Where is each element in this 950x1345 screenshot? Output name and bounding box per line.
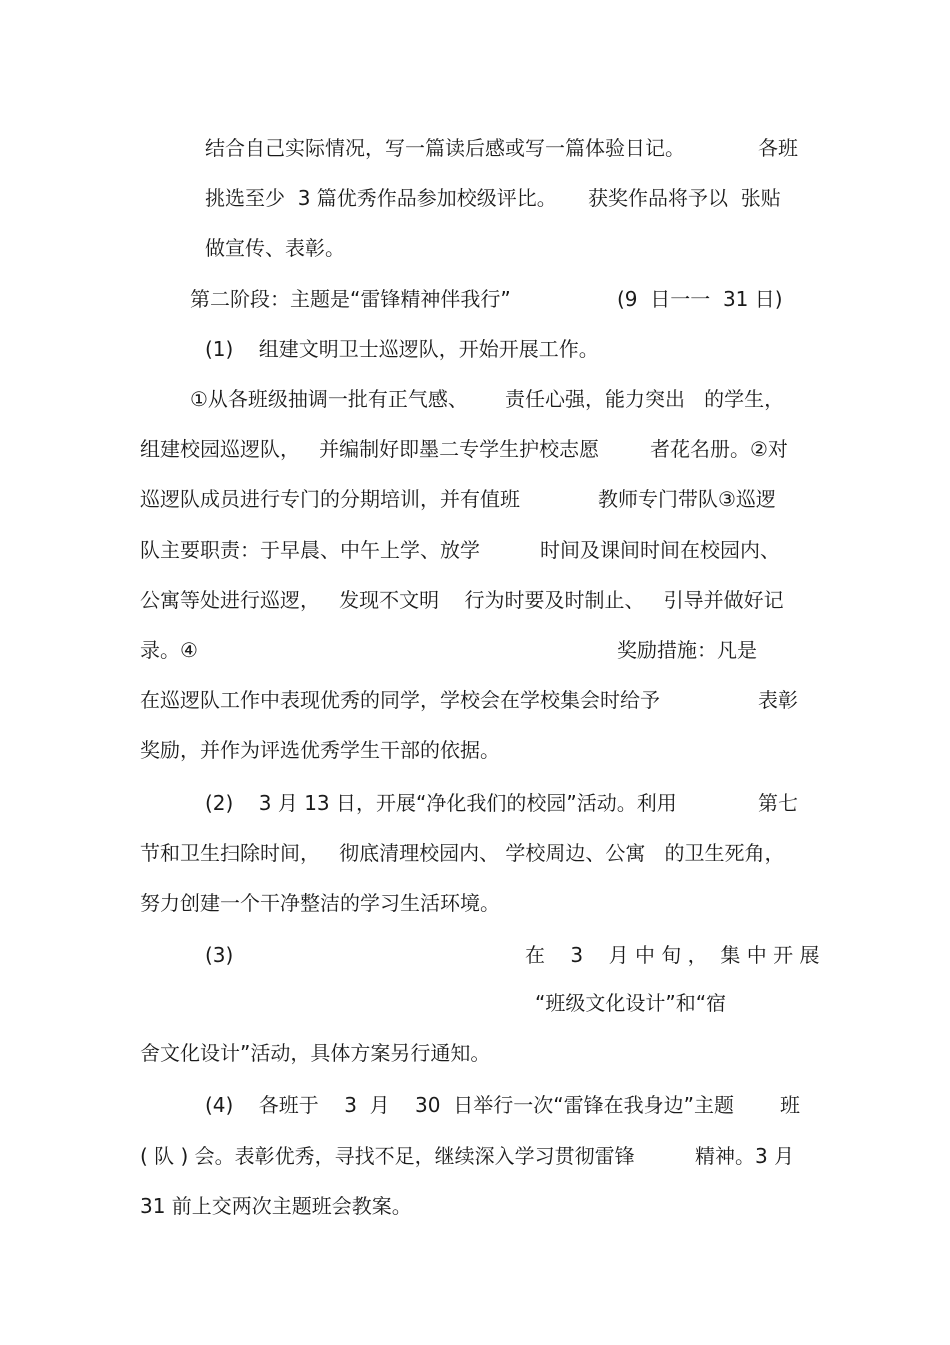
text-line: 节和卫生扫除时间， 彻底清理校园内、 学校周边、公寓 的卫生死角，	[140, 841, 785, 865]
text-line: “班级文化设计”和“宿	[535, 991, 727, 1015]
text-line: 者花名册。②对	[650, 437, 788, 461]
text-line: 公寓等处进行巡逻， 发现不文明 行为时要及时制止、 引导并做好记	[140, 588, 784, 612]
text-line: 队主要职责：于早晨、中午上学、放学	[140, 538, 480, 562]
text-line: 第七	[758, 791, 798, 815]
text-line: 在巡逻队工作中表现优秀的同学，学校会在学校集会时给予	[140, 688, 660, 712]
text-line: 时间及课间时间在校园内、	[540, 538, 780, 562]
text-line: 精神。3 月	[695, 1144, 795, 1168]
text-line: 努力创建一个干净整洁的学习生活环境。	[140, 891, 500, 915]
text-line: (1) 组建文明卫士巡逻队，开始开展工作。	[205, 337, 599, 361]
text-line: 做宣传、表彰。	[205, 236, 345, 260]
text-line: 挑选至少 3 篇优秀作品参加校级评比。	[205, 186, 557, 210]
text-line: 巡逻队成员进行专门的分期培训，并有值班	[140, 487, 520, 511]
text-line: 在 3 月 中 旬 ， 集 中 开 展	[525, 943, 820, 967]
text-line: 教师专门带队③巡逻	[598, 487, 776, 511]
text-line: (9 日一一 31 日)	[617, 287, 783, 311]
text-line: 奖励措施：凡是	[617, 638, 757, 662]
text-line: 第二阶段：主题是“雷锋精神伴我行”	[190, 287, 511, 311]
text-line: (4) 各班于 3 月 30 日举行一次“雷锋在我身边”主题	[205, 1093, 734, 1117]
text-line: 责任心强，能力突出 的学生，	[505, 387, 785, 411]
text-line: (3)	[205, 943, 234, 967]
text-line: 结合自己实际情况，写一篇读后感或写一篇体验日记。	[205, 136, 685, 160]
text-line: ①从各班级抽调一批有正气感、	[190, 387, 468, 411]
text-line: ( 队 ) 会。表彰优秀，寻找不足，继续深入学习贯彻雷锋	[140, 1144, 635, 1168]
text-line: 31 前上交两次主题班会教案。	[140, 1194, 412, 1218]
text-line: 表彰	[758, 688, 798, 712]
text-line: 组建校园巡逻队， 并编制好即墨二专学生护校志愿	[140, 437, 600, 461]
text-line: 各班	[758, 136, 798, 160]
text-line: 舍文化设计”活动，具体方案另行通知。	[140, 1041, 491, 1065]
text-line: 奖励，并作为评选优秀学生干部的依据。	[140, 738, 500, 762]
text-line: 录。④	[140, 638, 198, 662]
text-line: (2) 3 月 13 日，开展“净化我们的校园”活动。利用	[205, 791, 677, 815]
text-line: 班	[780, 1093, 800, 1117]
text-line: 获奖作品将予以 张贴	[588, 186, 781, 210]
